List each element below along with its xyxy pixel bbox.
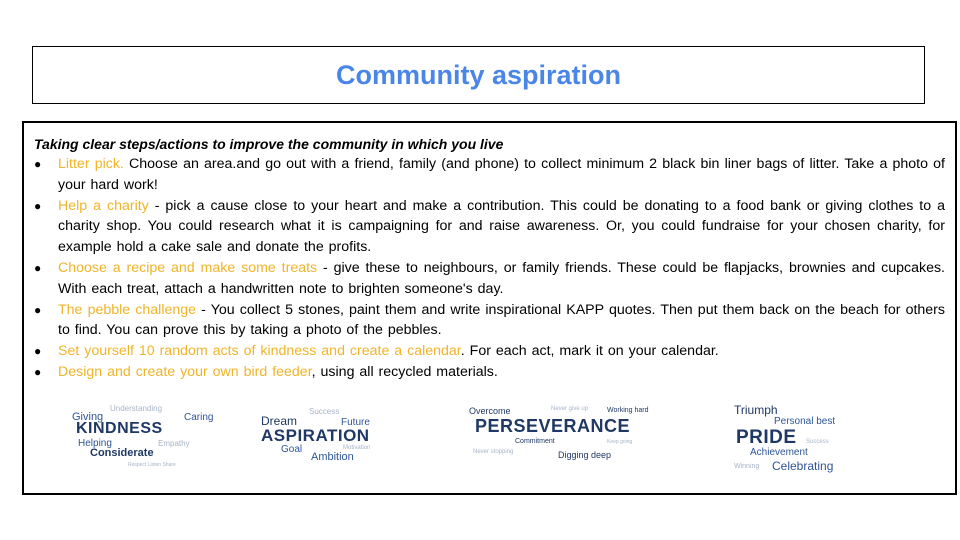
word: Success [309,407,340,416]
intro-text: Taking clear steps/actions to improve the community in which you live [34,136,504,152]
item-highlight: Help a charity [58,197,149,214]
title-box [32,46,925,104]
item-highlight: Choose a recipe and make some treats [58,259,318,276]
item-highlight: Design and create your own bird feeder [58,363,312,380]
word: Empathy [158,439,190,448]
word: Caring [184,412,214,423]
word: Never give up [551,406,589,412]
list-item [34,341,945,362]
word: Personal best [774,416,836,427]
item-text: - pick a cause close to your heart and make a contribution. This could be donating to a food bank or giving clothes to a charity shop. You could research what it is campaigning for and raise awareness. Or, you could fundraise for your chosen charity, for example hold a cake sale and donate the profits. [58,197,945,256]
list-item [34,362,945,383]
word: Never stopping [473,449,514,455]
word: Keep going [607,439,633,445]
item-text: Choose an area.and go out with a friend, family (and phone) to collect minimum 2 black bin liner bags of litter. Take a photo of your hard work! [58,156,945,193]
item-text: , using all recycled materials. [311,363,498,380]
word-cloud-row [24,403,955,493]
word: Motivation [343,445,371,451]
list-item [34,258,945,300]
item-text: - You collect 5 stones, paint them and write inspirational KAPP quotes. Then put them back on the beach for others to find. You can prove this by taking a photo of the pebbles. [58,301,946,339]
word: PERSEVERANCE [475,416,631,436]
bullet-icon: ● [34,157,42,171]
content-box [22,121,957,495]
page-title: Community aspiration [335,59,622,90]
list-item [34,196,945,258]
word: Helping [78,438,112,449]
item-highlight: Set yourself 10 random acts of kindness and create a calendar [58,343,461,360]
word: Winning [734,463,760,470]
word: Future [341,417,370,428]
item-highlight: The pebble challenge [58,301,202,318]
perseverance-word-cloud [469,406,659,493]
word: KINDNESS [76,420,163,437]
item-text: . For each act, mark it on your calendar. [460,343,719,360]
aspiration-word-cloud [259,407,429,493]
word: Success [806,439,829,445]
word: Understanding [110,404,163,413]
word: Digging deep [558,450,612,460]
word: Considerate [90,447,154,459]
bullet-icon: ● [34,344,42,359]
bullet-icon: ● [34,364,42,379]
pride-word-cloud [718,403,873,498]
word: Ambition [311,451,354,463]
word: Goal [281,444,303,455]
word: Giving [72,411,104,423]
word: Commitment [515,438,555,445]
activity-list [34,154,945,383]
item-highlight: Litter pick. [58,156,130,172]
list-item [34,154,945,196]
word: Achievement [750,447,808,458]
list-item [34,300,945,342]
bullet-icon: ● [34,260,42,275]
word: Dream [261,414,298,428]
word: Celebrating [772,459,834,473]
word: Triumph [734,403,778,417]
item-text: - give these to neighbours, or family friends. These could be flapjacks, brownies and cupcakes. With each treat, attach a handwritten note to brighten someone's day. [58,259,946,297]
bullet-icon: ● [34,302,42,317]
bullet-icon: ● [34,198,42,213]
word: Respect Listen Share [128,462,176,468]
word: ASPIRATION [261,426,370,445]
word: Overcome [469,406,511,416]
kindness-word-cloud [62,404,222,493]
word: PRIDE [736,427,797,448]
word: Working hard [607,407,649,414]
